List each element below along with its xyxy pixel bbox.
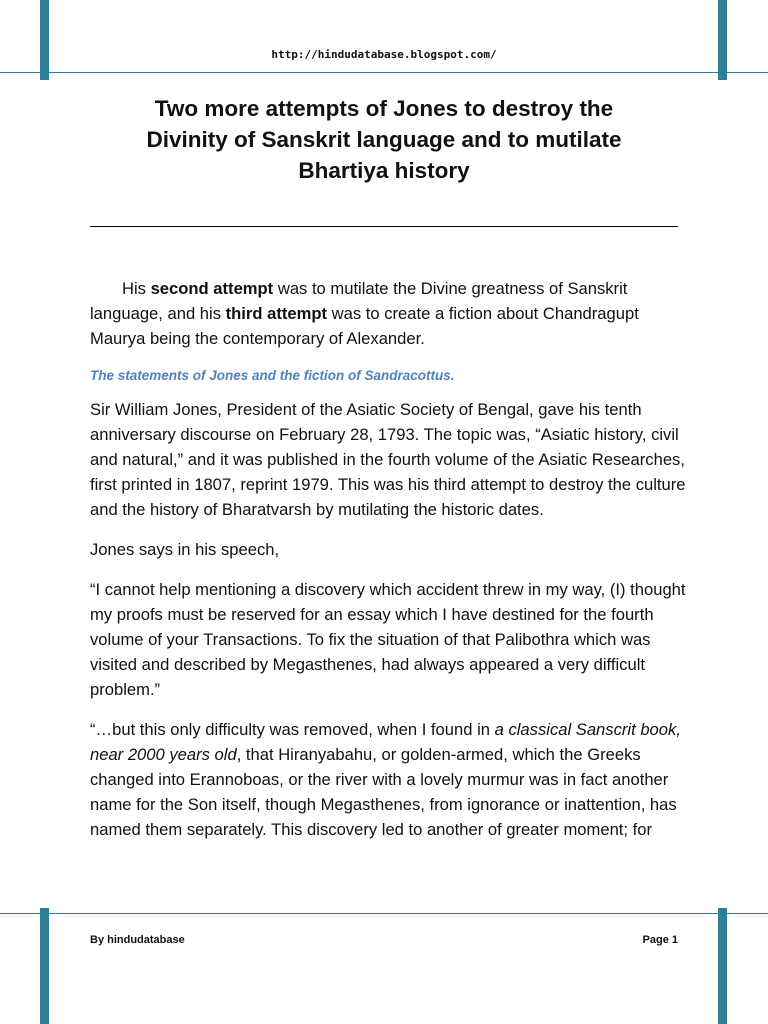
quote2-italic: a classical Sanscrit book, near 2000 years old xyxy=(90,720,681,764)
quote2-text-1: “…but this only difficulty was removed, when I found in xyxy=(90,720,495,739)
paragraph-jones-discourse: Sir William Jones, President of the Asiatic Society of Bengal, gave his tenth anniversary discourse on February 28, 1793. The topic was, “Asiatic history, civil and natural,” and it was published in the fourth volume of the Asiatic Researches, first printed in 1807, reprint 1979. This was his third attempt to destroy the culture and the history of Bharatvarsh by mutilating the historic dates. xyxy=(90,400,686,519)
intro-text-3: was to create a fiction about Chandragupt Maurya being the contemporary of Alexander. xyxy=(90,304,639,348)
top-left-border-bar xyxy=(40,0,49,80)
intro-text-1: His xyxy=(122,279,151,298)
intro-paragraph xyxy=(90,276,686,351)
title-line-3: Bhartiya history xyxy=(298,158,470,183)
paragraph-quote-2 xyxy=(90,717,686,842)
header-rule xyxy=(0,72,768,73)
intro-bold-2: third attempt xyxy=(225,304,328,323)
top-right-border-bar xyxy=(718,0,727,80)
footer-author: By hindudatabase xyxy=(90,934,185,946)
section-subheading: The statements of Jones and the fiction of Sandracottus. xyxy=(90,368,455,383)
title-line-2: Divinity of Sanskrit language and to mutilate xyxy=(146,127,622,152)
intro-bold-1: second attempt xyxy=(150,279,274,298)
footer-page-number: Page 1 xyxy=(642,934,678,946)
header-url: http://hindudatabase.blogspot.com/ xyxy=(271,48,497,61)
page-title xyxy=(90,93,678,186)
title-line-1: Two more attempts of Jones to destroy the xyxy=(154,96,614,121)
quote2-text-2: , that Hiranyabahu, or golden-armed, which the Greeks changed into Erannoboas, or the river with a lovely murmur was in fact another name for the Son itself, though Megasthenes, from ignorance or inattention, has named them separately. This discovery led to another of greater moment; for xyxy=(90,745,677,839)
bottom-left-border-bar xyxy=(40,908,49,1024)
footer-rule xyxy=(0,913,768,914)
paragraph-quote-1: “I cannot help mentioning a discovery which accident threw in my way, (I) thought my proofs must be reserved for an essay which I have destined for the fourth volume of your Transactions. To fix the situation of that Palibothra which was visited and described by Megasthenes, had always appeared a very difficult problem.” xyxy=(90,580,686,699)
title-underline xyxy=(90,226,678,227)
bottom-right-border-bar xyxy=(718,908,727,1024)
paragraph-jones-says: Jones says in his speech, xyxy=(90,540,280,559)
article-body xyxy=(90,276,686,857)
intro-text-2: was to mutilate the Divine greatness of Sanskrit language, and his xyxy=(90,279,628,323)
